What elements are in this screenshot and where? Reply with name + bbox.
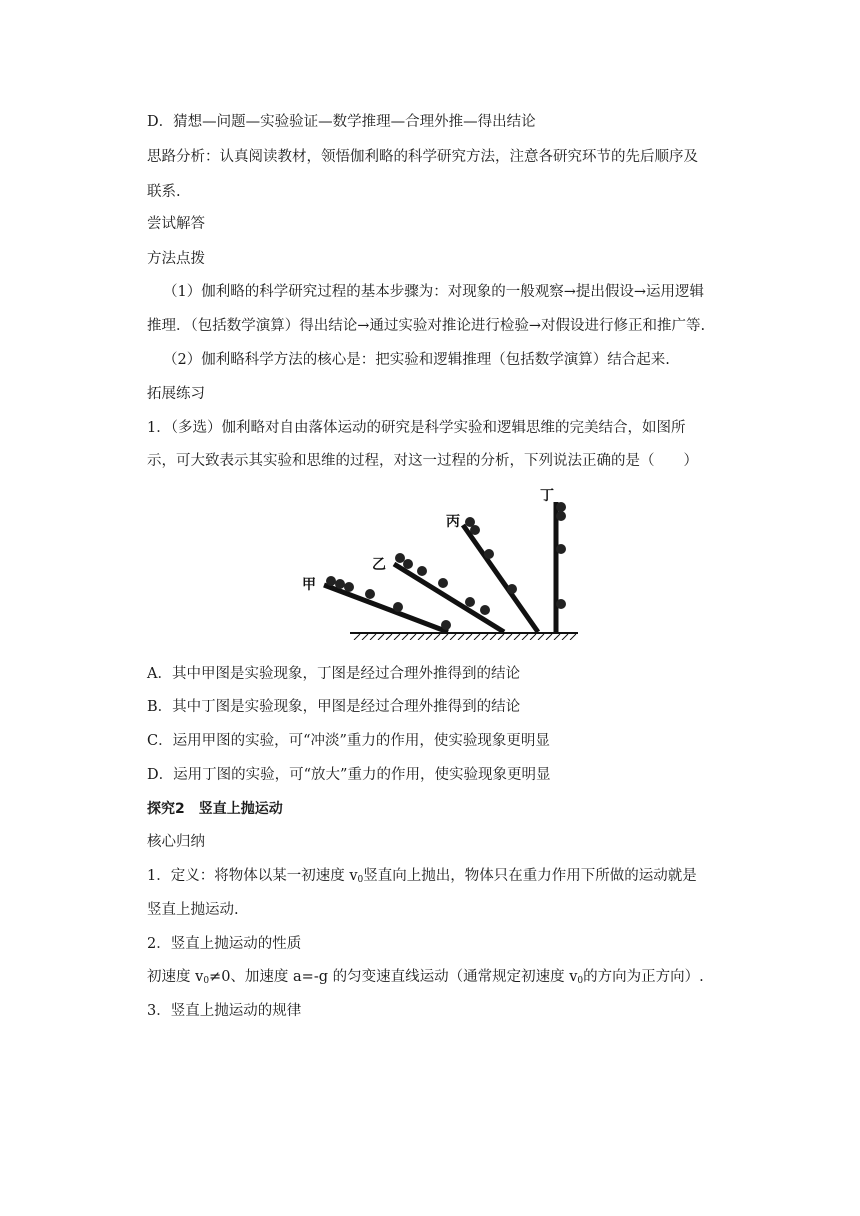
balls-yi: [395, 553, 475, 607]
label-ding: 丁: [540, 488, 554, 504]
label-yi: 乙: [372, 557, 386, 573]
tip-2: （2）伽利略科学方法的核心是：把实验和逻辑推理（包括数学演算）结合起来.: [163, 352, 670, 368]
section-title-explore-2: 探究2 竖直上抛运动: [147, 801, 283, 817]
tip-1: （1）伽利略的科学研究过程的基本步骤为：对现象的一般观察→提出假设→运用逻辑: [163, 284, 705, 300]
section-method-tips: 方法点拨: [147, 251, 205, 267]
section-extended-practice: 拓展练习: [147, 386, 205, 402]
option-b: B．其中丁图是实验现象，甲图是经过合理外推得到的结论: [147, 699, 521, 715]
option-d-guess: D．猜想—问题—实验验证—数学推理—合理外推—得出结论: [147, 114, 536, 130]
definition-text-cont: 竖直上抛运动.: [147, 902, 239, 918]
question-1: 1．（多选）伽利略对自由落体运动的研究是科学实验和逻辑思维的完美结合，如图所: [147, 420, 686, 436]
option-a: A．其中甲图是实验现象，丁图是经过合理外推得到的结论: [147, 666, 520, 682]
ground-hatching: [354, 634, 576, 640]
property-heading: 2．竖直上抛运动的性质: [147, 936, 302, 952]
analysis-text: 思路分析：认真阅读教材，领悟伽利略的科学研究方法，注意各研究环节的先后顺序及: [147, 149, 698, 165]
tip-1-cont: 推理．（包括数学演算）得出结论→通过实验对推论进行检验→对假设进行修正和推广等.: [147, 318, 706, 334]
analysis-text-cont: 联系.: [147, 184, 181, 200]
law-heading: 3．竖直上抛运动的规律: [147, 1003, 302, 1019]
galileo-incline-figure: [300, 480, 600, 640]
label-bing: 丙: [446, 514, 460, 530]
balls-jia: [326, 576, 451, 630]
definition-text: 1．定义：将物体以某一初速度 $v_0$竖直向上抛出，物体只在重力作用下所做的运动就是: [147, 868, 697, 885]
label-jia: 甲: [302, 577, 316, 593]
option-c: C．运用甲图的实验，可“冲淡”重力的作用，使实验现象更明显: [147, 733, 550, 749]
property-text: 初速度 $v_0\ne 0$、加速度 a=-g 的匀变速直线运动（通常规定初速度 $v_0$的方向为正方向）.: [147, 969, 704, 986]
incline-jia: [324, 585, 448, 632]
section-core-summary: 核心归纳: [147, 834, 205, 850]
option-d: D．运用丁图的实验，可“放大”重力的作用，使实验现象更明显: [147, 767, 551, 783]
question-1-cont: 示，可大致表示其实验和思维的过程，对这一过程的分析，下列说法正确的是（ ）: [147, 453, 698, 469]
section-try-answer: 尝试解答: [147, 216, 205, 232]
